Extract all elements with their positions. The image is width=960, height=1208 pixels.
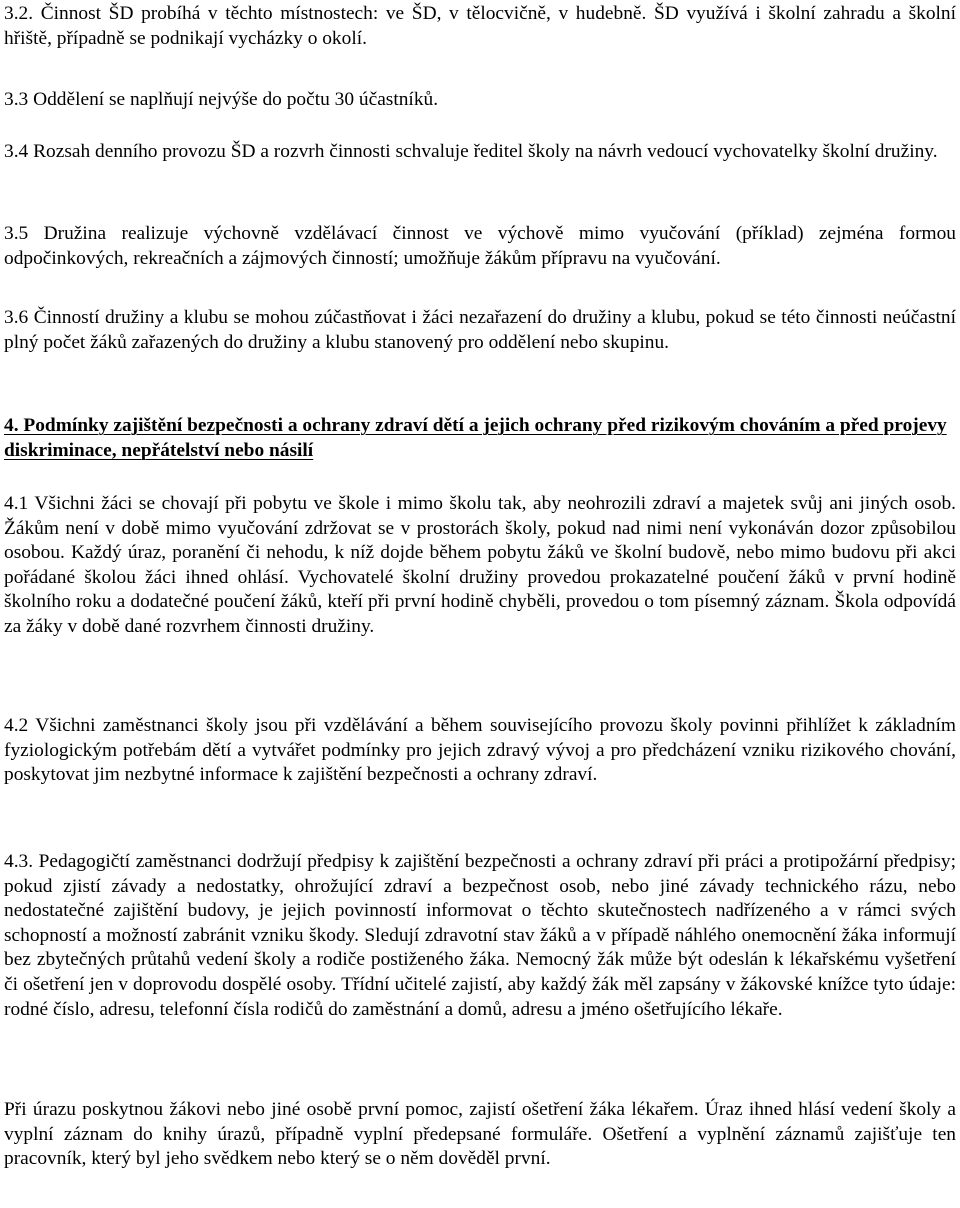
paragraph-3-2: 3.2. Činnost ŠD probíhá v těchto místnostech: ve ŠD, v tělocvičně, v hudebně. ŠD využívá i školní zahradu a školní hřiště, případně se podnikají vycházky o okolí. [4,3,956,49]
paragraph-injury-procedure: Při úrazu poskytnou žákovi nebo jiné osobě první pomoc, zajistí ošetření žáka lékařem. Úraz ihned hlásí vedení školy a vyplní záznam do knihy úrazů, případně vyplní předepsané formuláře. Ošetření a vyplnění záznamů zajišťuje ten pracovník, který byl jeho svědkem nebo který se o něm dověděl první. [4,1099,956,1170]
paragraph-3-5: 3.5 Družina realizuje výchovně vzdělávací činnost ve výchově mimo vyučování (příklad) zejména formou odpočinkových, rekreačních a zájmových činností; umožňuje žákům přípravu na vyučování. [4,223,956,269]
paragraph-3-6: 3.6 Činností družiny a klubu se mohou zúčastňovat i žáci nezařazení do družiny a klubu, pokud se této činnosti neúčastní plný počet žáků zařazených do družiny a klubu stanovený pro oddělení nebo skupinu. [4,307,956,353]
paragraph-3-3: 3.3 Oddělení se naplňují nejvýše do počtu 30 účastníků. [4,89,439,110]
paragraph-3-4: 3.4 Rozsah denního provozu ŠD a rozvrh činnosti schvaluje ředitel školy na návrh vedoucí vychovatelky školní družiny. [4,141,938,162]
paragraph-4-3: 4.3. Pedagogičtí zaměstnanci dodržují předpisy k zajištění bezpečnosti a ochrany zdraví při práci a protipožární předpisy; pokud zjistí závady a nedostatky, ohrožující zdraví a bezpečnost osob, nebo jiné závady technického rázu, nebo nedostatečné zajištění budovy, je jejich povinností informovat o těchto skutečnostech nadřízeného a v rámci svých schopností a možností zabránit vzniku škody. Sledují zdravotní stav žáků a v případě náhlého onemocnění žáka informují bez zbytečných průtahů vedení školy a rodiče postiženého žáka. Nemocný žák může být odeslán k lékařskému vyšetření či ošetření jen v doprovodu dospělé osoby. Třídní učitelé zajistí, aby každý žák měl zapsány v žákovské knížce tyto údaje: rodné číslo, adresu, telefonní čísla rodičů do zaměstnání a domů, adresu a jméno ošetřujícího lékaře. [4,851,956,1020]
section-4-heading: 4. Podmínky zajištění bezpečnosti a ochrany zdraví dětí a jejich ochrany před rizikovým chováním a před projevy diskriminace, nepřátelství nebo násilí [4,415,947,461]
paragraph-4-2: 4.2 Všichni zaměstnanci školy jsou při vzdělávání a během souvisejícího provozu školy povinni přihlížet k základním fyziologickým potřebám dětí a vytvářet podmínky pro jejich zdravý vývoj a pro předcházení vzniku rizikového chování, poskytovat jim nezbytné informace k zajištění bezpečnosti a ochrany zdraví. [4,715,956,786]
paragraph-4-1: 4.1 Všichni žáci se chovají při pobytu ve škole i mimo školu tak, aby neohrozili zdraví a majetek svůj ani jiných osob. Žákům není v době mimo vyučování zdržovat se v prostorách školy, pokud nad nimi není vykonáván dozor způsobilou osobou. Každý úraz, poranění či nehodu, k níž dojde během pobytu žáků ve školní budově, nebo mimo budovu při akci pořádané školou žáci ihned ohlásí. Vychovatelé školní družiny provedou prokazatelné poučení žáků v první hodině školního roku a dodatečné poučení žáků, kteří při první hodině chyběli, provedou o tom písemný záznam. Škola odpovídá za žáky v době dané rozvrhem činnosti družiny. [4,493,956,637]
